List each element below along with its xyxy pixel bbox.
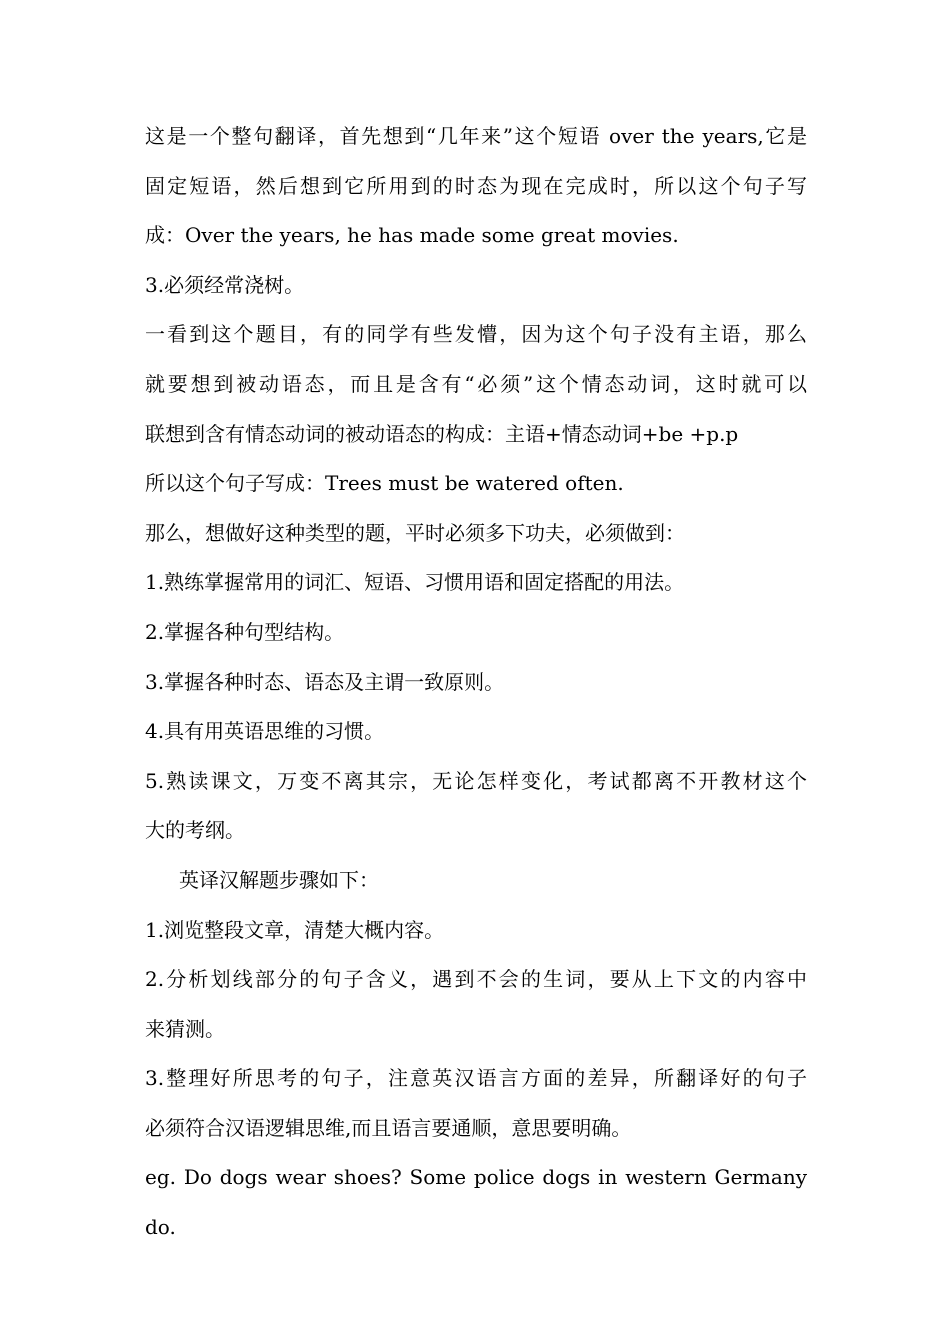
paragraph-line: 就要想到被动语态，而且是含有“必须”这个情态动词，这时就可以: [145, 371, 807, 396]
paragraph-line: 成：Over the years, he has made some great movies.: [145, 223, 679, 248]
paragraph-line: 那么，想做好这种类型的题，平时必须多下功夫，必须做到：: [145, 520, 685, 545]
paragraph-line: 联想到含有情态动词的被动语态的构成：主语+情态动词+be +p.p: [145, 421, 739, 446]
list-item: 4.具有用英语思维的习惯。: [145, 719, 385, 744]
paragraph-line: 固定短语，然后想到它所用到的时态为现在完成时，所以这个句子写: [145, 173, 807, 198]
paragraph-line: 一看到这个题目，有的同学有些发懵，因为这个句子没有主语，那么: [145, 322, 807, 347]
section-heading: 英译汉解题步骤如下：: [179, 867, 379, 892]
list-item: 3.必须经常浇树。: [145, 272, 305, 297]
paragraph-line: 来猜测。: [145, 1016, 225, 1041]
example-line: eg. Do dogs wear shoes? Some police dogs in western Germany do.: [145, 1165, 807, 1240]
list-item: 3.掌握各种时态、语态及主谓一致原则。: [145, 669, 505, 694]
list-item: 1.熟练掌握常用的词汇、短语、习惯用语和固定搭配的用法。: [145, 570, 685, 595]
list-item: 2.掌握各种句型结构。: [145, 619, 345, 644]
paragraph-line: 所以这个句子写成：Trees must be watered often.: [145, 471, 624, 496]
paragraph-line: 大的考纲。: [145, 818, 245, 843]
paragraph-line: 必须符合汉语逻辑思维,而且语言要通顺，意思要明确。: [145, 1115, 632, 1140]
document-body: [145, 112, 807, 1240]
paragraph-line: 这是一个整句翻译，首先想到“几年来”这个短语 over the years,它是: [145, 124, 807, 148]
list-item: 2.分析划线部分的句子含义，遇到不会的生词，要从上下文的内容中: [145, 967, 807, 992]
list-item: 1.浏览整段文章，清楚大概内容。: [145, 917, 445, 942]
list-item: 3.整理好所思考的句子，注意英汉语言方面的差异，所翻译好的句子: [145, 1066, 807, 1091]
list-item: 5.熟读课文，万变不离其宗，无论怎样变化，考试都离不开教材这个: [145, 768, 807, 793]
